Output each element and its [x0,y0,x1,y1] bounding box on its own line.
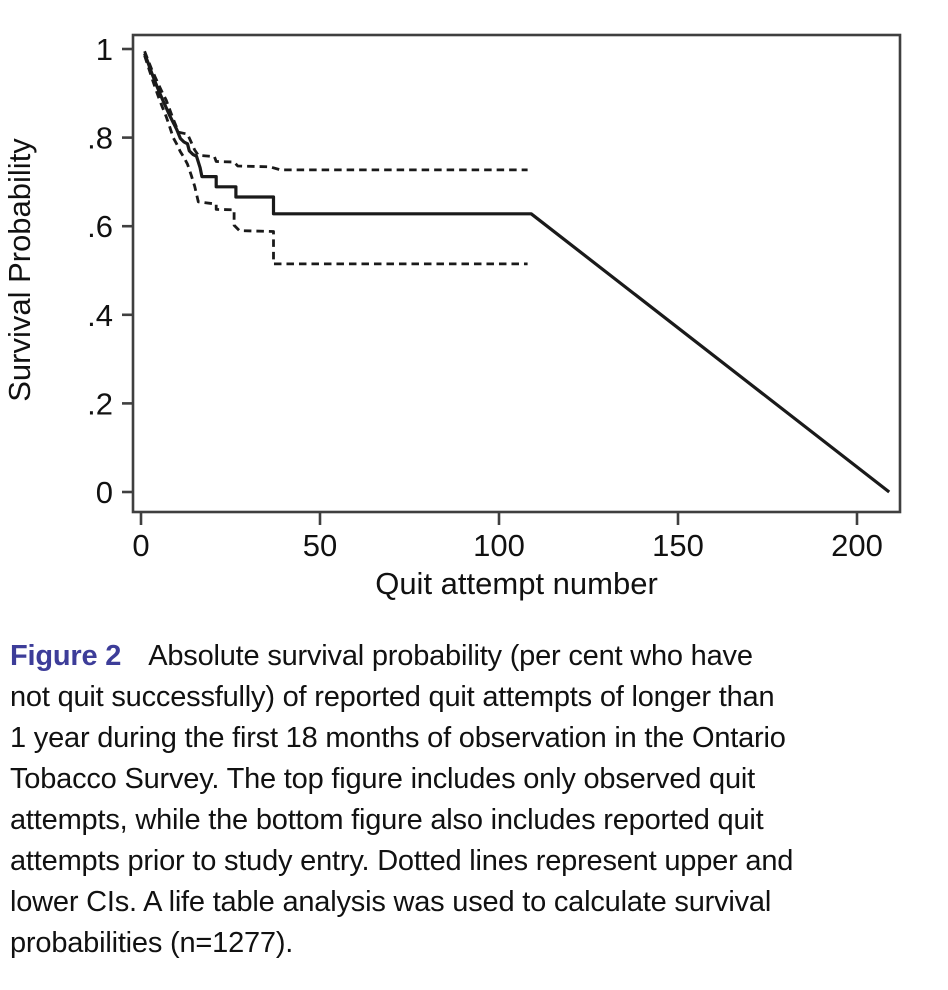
figure-caption-text: Absolute survival probability (per cent who have not quit successfully) of reported quit attempts of longer than 1 year during the first 18 months of observation in the Ontario Tobacco Survey. The top figure includes only observed quit attempts, while the bottom figure also includes reported quit attempts prior to study entry. Dotted lines represent upper and lower CIs. A life table analysis was used to calculate survival probabilities (n=1277). [10,640,794,959]
x-tick-label: 100 [473,528,525,563]
y-tick-label: .4 [87,297,113,333]
upper-ci-line [145,51,528,170]
plot-frame [133,35,900,512]
x-tick-label: 200 [831,528,883,563]
lower-ci-line [145,56,528,264]
x-tick-label: 0 [132,528,150,563]
y-tick-label: .2 [87,386,113,422]
y-tick-label: .6 [87,209,113,245]
y-tick-label: 1 [95,32,113,67]
x-tick-label: 150 [652,528,704,563]
y-tick-label: .8 [87,120,113,156]
x-tick-label: 50 [302,528,338,563]
y-axis-title: Survival Probability [2,138,37,402]
x-axis-title: Quit attempt number [375,566,658,601]
figure-caption-label: Figure 2 [10,640,122,672]
figure-caption [0,622,823,964]
y-tick-label: 0 [95,475,113,510]
survival-curve-line [145,53,890,492]
